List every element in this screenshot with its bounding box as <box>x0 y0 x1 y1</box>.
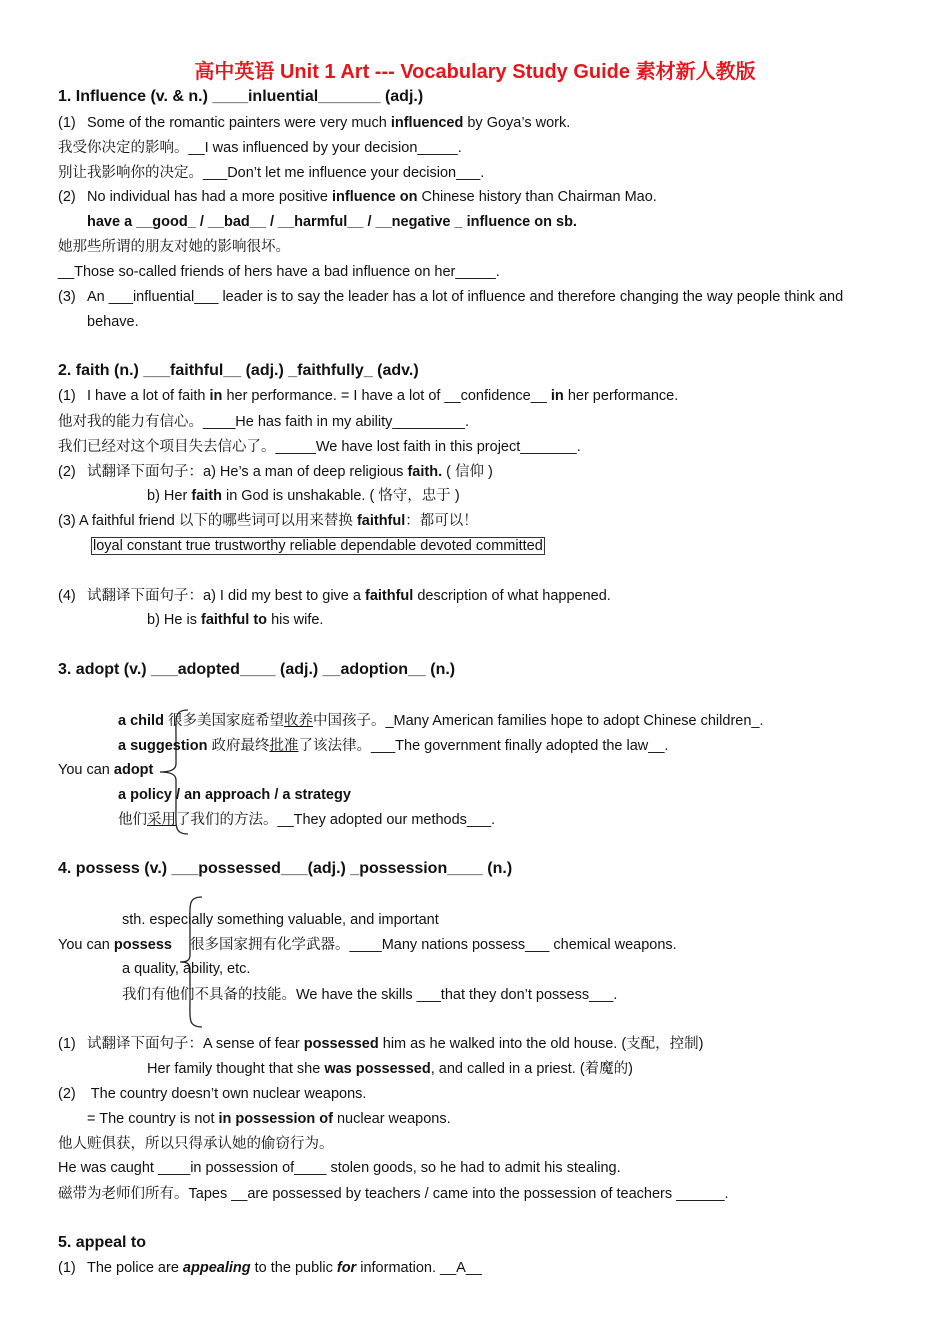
s3-row-5: 他们采用了我们的方法。__They adopted our methods___. <box>118 812 496 828</box>
s1-line-6: 她那些所谓的朋友对她的影响很坏。 <box>58 239 290 255</box>
s1-line-2: 我受你决定的影响。__I was influenced by your decision_____. <box>58 140 462 156</box>
section-5-heading: 5. appeal to <box>58 1234 147 1251</box>
s3-row-4: a policy / an approach / a strategy <box>118 787 351 803</box>
section-2-heading: 2. faith (n.) ___faithful__ (adj.) _faithfully_ (adv.) <box>58 362 419 379</box>
s4-line-11: 磁带为老师们所有。Tapes __are possessed by teachers / came into the possession of teachers ______. <box>58 1186 729 1202</box>
s4-line-6: Her family thought that she was possessed, and called in a priest. (着魔的) <box>147 1061 634 1077</box>
s4-line-9: 他人赃俱获，所以只得承认她的偷窃行为。 <box>58 1136 334 1152</box>
section-4-heading: 4. possess (v.) ___possessed___(adj.) _possession____ (n.) <box>58 860 513 877</box>
s2-line-1: (1) I have a lot of faith in her performance. = I have a lot of __confidence__ in her performance. <box>58 388 679 404</box>
s2-line-5: b) Her faith in God is unshakable. ( 恪守，忠于 ) <box>147 488 460 504</box>
synonym-box: loyal constant true trustworthy reliable dependable devoted committed <box>93 538 543 554</box>
s4-line-5: (1) 试翻译下面句子：A sense of fear possessed him as he walked into the old house. (支配，控制) <box>58 1036 704 1052</box>
s2-line-2: 他对我的能力有信心。____He has faith in my ability_________. <box>58 414 470 430</box>
s2-line-8: (4) 试翻译下面句子：a) I did my best to give a faithful description of what happened. <box>58 588 611 604</box>
s1-line-1: (1) Some of the romantic painters were very much influenced by Goya’s work. <box>58 115 571 131</box>
s3-row-2: a suggestion 政府最终批准了该法律。___The government finally adopted the law__. <box>118 738 669 754</box>
s1-line-5: have a __good_ / __bad__ / __harmful__ / __negative _ influence on sb. <box>87 214 577 230</box>
s4-row-2: You can possess 很多国家拥有化学武器。____Many nations possess___ chemical weapons. <box>58 937 677 953</box>
s2-line-4: (2) 试翻译下面句子：a) He’s a man of deep religious faith. ( 信仰 ) <box>58 464 493 480</box>
s5-line-1: (1) The police are appealing to the public for information. __A__ <box>58 1260 482 1276</box>
section-3-heading: 3. adopt (v.) ___adopted____ (adj.) __adoption__ (n.) <box>58 661 456 678</box>
s1-line-9: behave. <box>87 314 139 330</box>
page-title: 高中英语 Unit 1 Art --- Vocabulary Study Guide 素材新人教版 <box>194 61 756 83</box>
s4-line-8: = The country is not in possession of nuclear weapons. <box>87 1111 451 1127</box>
s4-line-10: He was caught ____in possession of____ stolen goods, so he had to admit his stealing. <box>58 1160 621 1176</box>
s2-line-9: b) He is faithful to his wife. <box>147 612 324 628</box>
s2-line-3: 我们已经对这个项目失去信心了。_____We have lost faith in this project_______. <box>58 439 581 455</box>
s4-row-4: 我们有他们不具备的技能。We have the skills ___that they don’t possess___. <box>122 987 618 1003</box>
s1-line-4: (2) No individual has had a more positive influence on Chinese history than Chairman Mao. <box>58 189 657 205</box>
s1-line-8: (3) An ___influential___ leader is to say the leader has a lot of influence and therefore changing the way people think and <box>58 289 844 305</box>
section-1-heading: 1. Influence (v. & n.) ____inluential_______ (adj.) <box>58 88 424 105</box>
s3-row-1: a child 很多美国家庭希望收养中国孩子。_Many American families hope to adopt Chinese children_. <box>118 713 764 729</box>
s2-line-6: (3) A faithful friend 以下的哪些词可以用来替换 faithful：都可以！ <box>58 513 478 529</box>
s4-row-1: sth. especially something valuable, and important <box>122 912 439 928</box>
s1-line-3: 别让我影响你的决定。___Don’t let me influence your decision___. <box>58 165 485 181</box>
s3-row-3: You can adopt <box>58 762 154 778</box>
s1-line-7: __Those so-called friends of hers have a bad influence on her_____. <box>58 264 500 280</box>
s4-row-3: a quality, ability, etc. <box>122 961 251 977</box>
s4-line-7: (2) The country doesn’t own nuclear weapons. <box>58 1086 367 1102</box>
